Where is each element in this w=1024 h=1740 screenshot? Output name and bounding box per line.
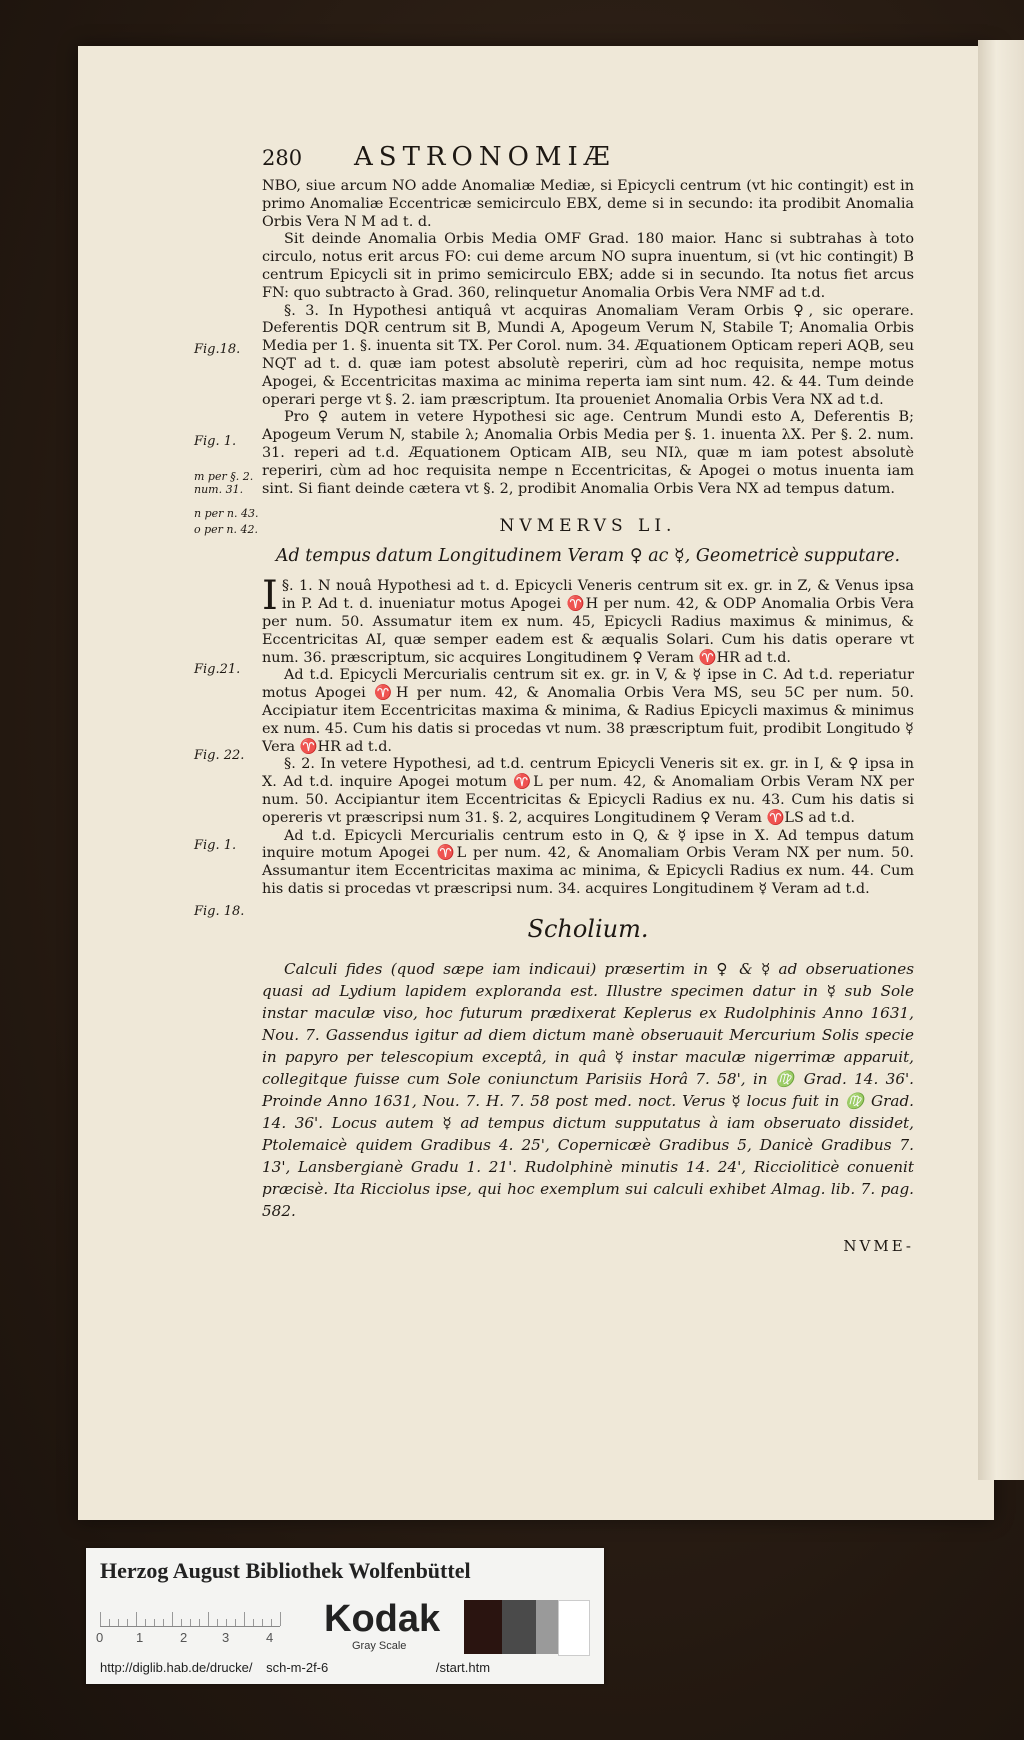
margin-note-fig21: Fig.21. bbox=[194, 662, 241, 677]
scholium-title: Scholium. bbox=[527, 914, 649, 943]
url-line bbox=[100, 1660, 490, 1675]
paragraph: §. 2. In vetere Hypothesi, ad t.d. centrum Epicycli Veneris sit ex. gr. in I, & ♀ ipsa in X. Ad t.d. inquire Apogei motum ♈L per num. 42, & Anomaliam Orbis Veram NX per num. 50. Accipiantur item Eccentricitas & Epicycli Radius ex nu. 43. Cum his datis si opereris vt præscripsi num 31. §. 2, acquires Longitudinem ♀ Veram ♈LS ad t.d. bbox=[262, 756, 914, 826]
margin-note-fig22: Fig. 22. bbox=[194, 748, 245, 763]
section-heading: NVMERVS LI. bbox=[499, 516, 677, 537]
paragraph: §. 3. In Hypothesi antiquâ vt acquiras Anomaliam Veram Orbis ♀, sic operare. Deferentis DQR centrum sit B, Mundi A, Apogeum Verum N, Stabile T; Anomalia Orbis Media per 1. §. inuenta sit TX. Per Corol. num. 34. Æquationem Opticam reperi AQB, seu NQT ad t. d. quæ iam potest absolutè reperiri, cùm ad hoc requisita, nempe motus Apogei, & Eccentricitas maxima ac minima reperta iam sint num. 42. & 44. Tum deinde operari perge vt §. 2. iam præscriptum. Ita proueniet Anomalia Orbis Vera NX ad t.d. bbox=[262, 302, 914, 408]
paragraph: Pro ♀ autem in vetere Hypothesi sic age. Centrum Mundi esto A, Deferentis B; Apogeum Verum N, stabile λ; Anomalia Orbis Media per §. 1. inuenta λX. Per §. 2. num. 31. reperi ad t.d. Æquationem Opticam AIB, seu NIλ, quæ m iam potest absolutè reperiri, cùm ad hoc requisita nempe n Eccentricitas, & Apogei o motus inuenta iam sint. Si fiant deinde cætera vt §. 2, prodibit Anomalia Orbis Vera NX ad tempus datum. bbox=[262, 409, 914, 497]
next-page-edge bbox=[978, 40, 1024, 1480]
scale-label: 1 bbox=[136, 1630, 144, 1645]
scale-label: 4 bbox=[266, 1630, 274, 1645]
paragraph: Ad t.d. Epicycli Mercurialis centrum esto in Q, & ☿ ipse in X. Ad tempus datum inquire motum Apogei ♈L per num. 42, & Anomaliam Orbis Veram NX per num. 50. Assumantur item Eccentricitas maxima ac minima, & Epicycli Radius ex num. 44. Cum his datis si procedas vt præscripsi num. 34. acquires Longitudinem ☿ Veram ad t.d. bbox=[262, 827, 914, 897]
scale-label: 3 bbox=[222, 1630, 230, 1645]
kodak-logo: Kodak bbox=[324, 1598, 441, 1640]
running-title: ASTRONOMIÆ bbox=[354, 142, 616, 172]
margin-note-mper: m per §. 2. num. 31. bbox=[194, 470, 254, 496]
paragraph-s1 bbox=[262, 573, 914, 667]
library-name: Herzog August Bibliothek Wolfenbüttel bbox=[100, 1558, 471, 1583]
gray-swatch-dark bbox=[502, 1600, 536, 1654]
text-column bbox=[262, 142, 914, 1255]
gray-scale-label: Gray Scale bbox=[352, 1640, 407, 1652]
catchword: NVME- bbox=[843, 1237, 914, 1256]
running-head bbox=[262, 142, 914, 172]
shelfmark: sch-m-2f-6 bbox=[266, 1660, 329, 1675]
url-base: http://diglib.hab.de/drucke/ bbox=[100, 1660, 253, 1675]
margin-note-fig18: Fig.18. bbox=[194, 342, 241, 357]
library-card bbox=[86, 1548, 604, 1684]
scale-label: 0 bbox=[96, 1630, 104, 1645]
paragraph: NBO, siue arcum NO adde Anomaliæ Mediæ, si Epicycli centrum (vt hic contingit) est in primo Anomaliæ Eccentricæ semicirculo EBX, deme si in secundo: ita prodibit Anomalia Orbis Vera N M ad t. d. bbox=[262, 178, 914, 230]
margin-note-nper: n per n. 43. bbox=[194, 507, 259, 520]
margin-note-oper: o per n. 42. bbox=[194, 523, 258, 536]
gray-swatch-mid bbox=[536, 1600, 558, 1654]
scale-ruler bbox=[100, 1596, 280, 1627]
gray-swatch-black bbox=[464, 1600, 502, 1654]
section-subheading: Ad tempus datum Longitudinem Veram ♀ ac ☿, Geometricè supputare. bbox=[275, 546, 901, 567]
paragraph: Sit deinde Anomalia Orbis Media OMF Grad. 180 maior. Hanc si subtrahas à toto circulo, notus erit arcus FO: cui deme arcum NO supra inuentum, si (vt hic contingit) B centrum Epicycli sit in primo semicirculo EBX; adde si in secundo. Ita notus fiet arcus FN: quo subtracto à Grad. 360, relinquetur Anomalia Orbis Vera NMF ad t.d. bbox=[262, 231, 914, 301]
paragraph-s1-text: §. 1. N nouâ Hypothesi ad t. d. Epicycli Veneris centrum sit ex. gr. in Z, & Venus ipsa in P. Ad t. d. inueniatur motus Apogei ♈H per num. 42, & ODP Anomalia Orbis Vera per num. 50. Assumatur item ex num. 45, Epicycli Radius maximus & minimus, & Eccentricitas AI, quæ semper eadem est & æqualis Solari. Cum his datis operare vt num. 36. præscriptum, sic acquires Longitudinem ♀ Veram ♈HR ad t.d. bbox=[262, 578, 914, 666]
margin-note-fig18b: Fig. 18. bbox=[194, 904, 245, 919]
paragraph: Ad t.d. Epicycli Mercurialis centrum sit ex. gr. in V, & ☿ ipse in C. Ad t.d. reperiatur motus Apogei ♈H per num. 42, & Anomalia Orbis Vera MS, seu 5C per num. 50. Accipiatur item Eccentricitas maxima & minima, & Radius Epicycli maximus & minimus ex num. 45. Cum his datis si procedas vt num. 38 præscriptum fuit, prodibit Longitudo ☿ Vera ♈HR ad t.d. bbox=[262, 667, 914, 755]
scholium-text: Calculi fides (quod sæpe iam indicaui) præsertim in ♀ & ☿ ad obseruationes quasi ad Lydium lapidem exploranda est. Illustre specimen datur in ☿ sub Sole instar maculæ viso, hoc futurum prædixerat Keplerus ex Rudolphinis Anno 1631, Nou. 7. Gassendus igitur ad diem dictum manè obseruauit Mercurium Solis specie in papyro per telescopium exceptâ, in quâ ☿ instar maculæ nigerrimæ apparuit, collegitque fuisse cum Sole coniunctum Parisiis Horâ 7. 58', in ♍ Grad. 14. 36'. Proinde Anno 1631, Nou. 7. H. 7. 58 post med. noct. Verus ☿ locus fuit in ♍ Grad. 14. 36'. Locus autem ☿ ad tempus dictum supputatus à iam obseruato dissidet, Ptolemaicè quidem Gradibus 4. 25', Copernicæè Gradibus 5, Danicè Gradibus 7. 13', Lansbergianè Gradu 1. 21'. Rudolphinè minutis 14. 24', Riccioliticè conuenit præcisè. Ita Ricciolus ipse, qui hoc exemplum sui calculi exhibet Almag. lib. 7. pag. 582. bbox=[262, 959, 914, 1220]
page-number: 280 bbox=[262, 146, 303, 170]
scale-label: 2 bbox=[180, 1630, 188, 1645]
gray-swatch-white bbox=[558, 1600, 590, 1656]
margin-note-fig1: Fig. 1. bbox=[194, 434, 237, 449]
start-link: /start.htm bbox=[435, 1660, 491, 1675]
drop-cap: I bbox=[262, 573, 278, 620]
margin-note-fig1b: Fig. 1. bbox=[194, 838, 237, 853]
